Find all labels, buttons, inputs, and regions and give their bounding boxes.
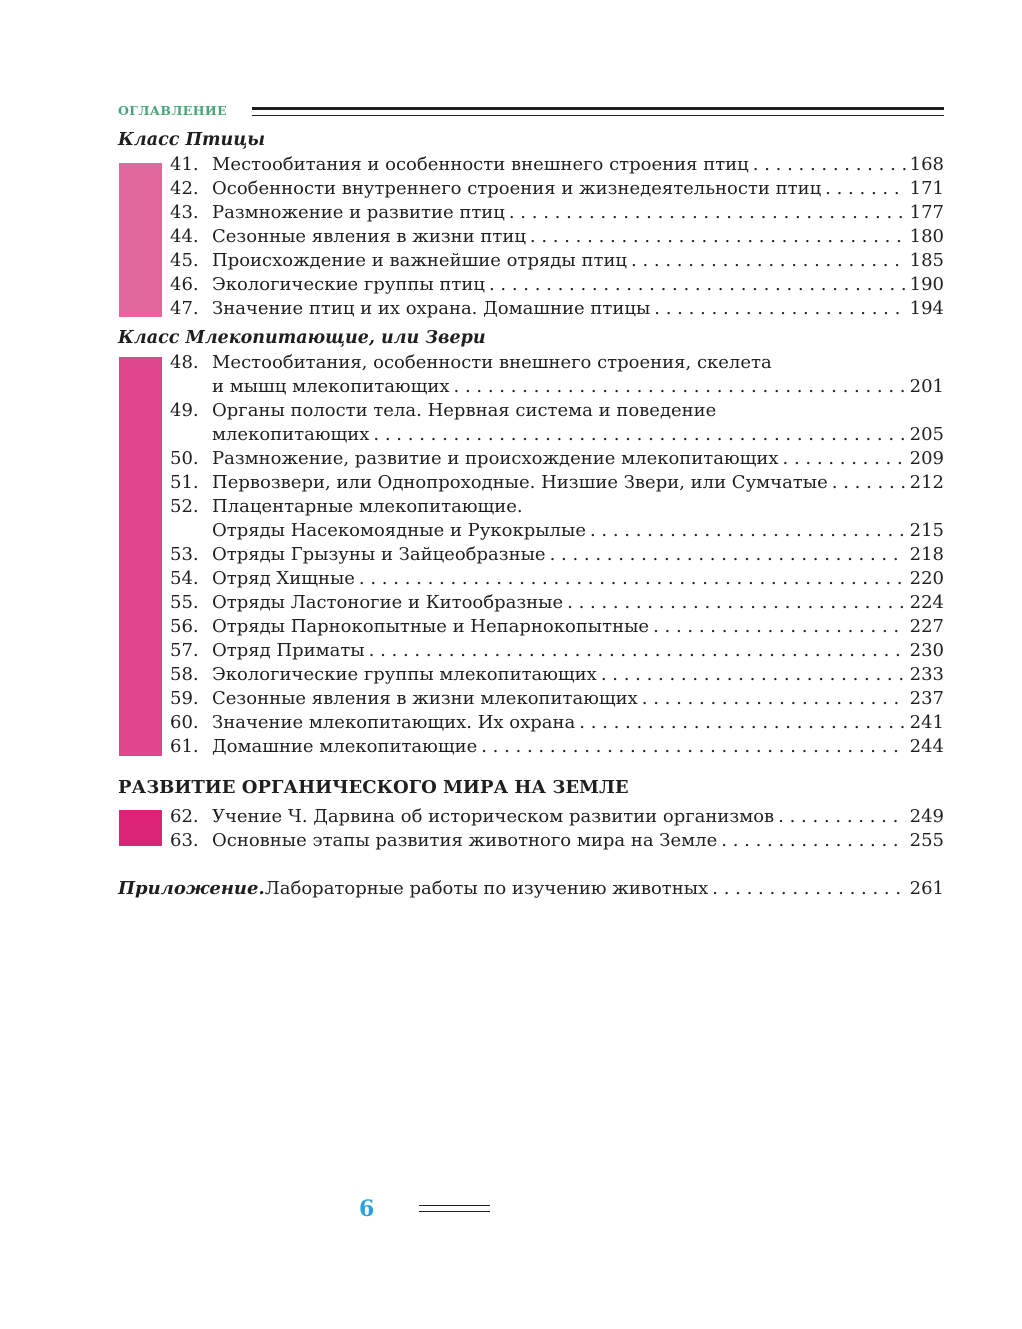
dot-leader: [642, 687, 906, 711]
dot-leader: [530, 225, 906, 249]
dot-leader: [489, 273, 906, 297]
entry-number: 46.: [170, 274, 199, 295]
entry-number: 43.: [170, 202, 199, 223]
entry-number: 45.: [170, 250, 199, 271]
dot-leader: [359, 567, 906, 591]
toc-header: [118, 103, 944, 119]
entry-title: млекопитающих: [212, 424, 370, 445]
entry-title: Экологические группы млекопитающих: [212, 664, 597, 685]
entry-title: Сезонные явления в жизни птиц: [212, 226, 526, 247]
entry-title: Местообитания, особенности внешнего строения, скелета: [212, 352, 772, 373]
dot-leader: [579, 711, 905, 735]
entry-number: 48.: [170, 352, 199, 373]
toc-entry[interactable]: [118, 471, 944, 495]
entry-page: 227: [909, 616, 944, 637]
entry-title: Домашние млекопитающие: [212, 736, 478, 757]
entry-page: 177: [909, 202, 944, 223]
entry-number: 44.: [170, 226, 199, 247]
entry-number: 54.: [170, 568, 199, 589]
entry-title: Отряды Ластоногие и Китообразные: [212, 592, 564, 613]
toc-entry[interactable]: [118, 447, 944, 471]
entry-number: 53.: [170, 544, 199, 565]
dot-leader: [653, 615, 906, 639]
toc-entry[interactable]: [118, 273, 944, 297]
entry-number: 50.: [170, 448, 199, 469]
entry-number: 47.: [170, 298, 199, 319]
dot-leader: [778, 805, 905, 829]
entry-page: 180: [909, 226, 944, 247]
entry-number: 60.: [170, 712, 199, 733]
appendix-page: 261: [909, 878, 944, 899]
toc-entry[interactable]: [118, 711, 944, 735]
entry-title: Основные этапы развития животного мира на Земле: [212, 830, 718, 851]
dot-leader: [590, 519, 906, 543]
toc-entry[interactable]: [118, 663, 944, 687]
toc-appendix[interactable]: [118, 877, 944, 901]
dot-leader: [369, 639, 906, 663]
entry-page: 201: [909, 376, 944, 397]
dot-leader: [481, 735, 905, 759]
entry-number: 49.: [170, 400, 199, 421]
header-rule: [252, 107, 944, 116]
dot-leader: [783, 447, 906, 471]
toc-entry[interactable]: [118, 543, 944, 567]
toc-entry[interactable]: [118, 735, 944, 759]
entry-page: 185: [909, 250, 944, 271]
toc-entry[interactable]: [118, 399, 944, 447]
entry-number: 56.: [170, 616, 199, 637]
toc-entry[interactable]: [118, 639, 944, 663]
toc-entry[interactable]: [118, 351, 944, 399]
entry-number: 61.: [170, 736, 199, 757]
dot-leader: [567, 591, 905, 615]
entry-title: Происхождение и важнейшие отряды птиц: [212, 250, 628, 271]
entry-title: Значение млекопитающих. Их охрана: [212, 712, 576, 733]
toc-entry[interactable]: [118, 495, 944, 543]
entry-title: Первозвери, или Однопроходные. Низшие Звери, или Сумчатые: [212, 472, 828, 493]
entry-page: 168: [909, 154, 944, 175]
dot-leader: [654, 297, 905, 321]
toc-entry[interactable]: [118, 201, 944, 225]
dot-leader: [601, 663, 906, 687]
toc-entry[interactable]: [118, 615, 944, 639]
entry-title: Значение птиц и их охрана. Домашние птицы: [212, 298, 651, 319]
entry-title: и мышц млекопитающих: [212, 376, 450, 397]
entry-page: 224: [909, 592, 944, 613]
entry-title: Отряд Приматы: [212, 640, 365, 661]
appendix-lead: Приложение.: [118, 878, 265, 899]
footer-rule: [419, 1205, 490, 1212]
toc-header-label: ОГЛАВЛЕНИЕ: [118, 103, 228, 118]
dot-leader: [509, 201, 906, 225]
entry-page: 218: [909, 544, 944, 565]
entry-number: 41.: [170, 154, 199, 175]
entry-number: 62.: [170, 806, 199, 827]
entry-page: 205: [909, 424, 944, 445]
entry-page: 220: [909, 568, 944, 589]
appendix-text: Лабораторные работы по изучению животных: [264, 878, 709, 899]
toc-entry[interactable]: [118, 153, 944, 177]
toc-entry[interactable]: [118, 297, 944, 321]
toc-entry[interactable]: [118, 249, 944, 273]
toc-entry[interactable]: [118, 225, 944, 249]
dot-leader: [373, 423, 905, 447]
entry-title: Отряды Насекомоядные и Рукокрылые: [212, 520, 586, 541]
dot-leader: [712, 877, 905, 901]
entry-number: 42.: [170, 178, 199, 199]
toc-entry[interactable]: [118, 567, 944, 591]
entry-title: Отряды Грызуны и Зайцеобразные: [212, 544, 546, 565]
entry-title: Отряд Хищные: [212, 568, 355, 589]
entry-title: Местообитания и особенности внешнего строения птиц: [212, 154, 749, 175]
entry-page: 249: [909, 806, 944, 827]
entry-page: 171: [909, 178, 944, 199]
entry-page: 209: [909, 448, 944, 469]
entry-page: 233: [909, 664, 944, 685]
entry-page: 212: [909, 472, 944, 493]
entry-title: Сезонные явления в жизни млекопитающих: [212, 688, 638, 709]
dot-leader: [832, 471, 906, 495]
page-number: 6: [359, 1196, 375, 1222]
dot-leader: [825, 177, 905, 201]
toc-entry[interactable]: [118, 591, 944, 615]
entry-title: Особенности внутреннего строения и жизнедеятельности птиц: [212, 178, 822, 199]
entry-title: Учение Ч. Дарвина об историческом развитии организмов: [212, 806, 775, 827]
entry-number: 59.: [170, 688, 199, 709]
entry-number: 55.: [170, 592, 199, 613]
entry-page: 237: [909, 688, 944, 709]
dot-leader: [753, 153, 906, 177]
entry-page: 194: [909, 298, 944, 319]
entry-number: 57.: [170, 640, 199, 661]
entry-page: 215: [909, 520, 944, 541]
toc-entry[interactable]: [118, 829, 944, 853]
entry-page: 244: [909, 736, 944, 757]
entry-page: 241: [909, 712, 944, 733]
entry-title: Плацентарные млекопитающие.: [212, 496, 523, 517]
entry-page: 190: [909, 274, 944, 295]
section-title-birds: Класс Птицы: [118, 130, 266, 150]
entry-title: Органы полости тела. Нервная система и поведение: [212, 400, 717, 421]
dot-leader: [454, 375, 906, 399]
toc-entry[interactable]: [118, 687, 944, 711]
section-title-mammals: Класс Млекопитающие, или Звери: [118, 328, 486, 348]
entry-page: 230: [909, 640, 944, 661]
entry-title: Экологические группы птиц: [212, 274, 485, 295]
entry-number: 52.: [170, 496, 199, 517]
entry-number: 58.: [170, 664, 199, 685]
dot-leader: [721, 829, 905, 853]
entry-title: Размножение, развитие и происхождение млекопитающих: [212, 448, 779, 469]
dot-leader: [550, 543, 906, 567]
entry-title: Отряды Парнокопытные и Непарнокопытные: [212, 616, 650, 637]
part-title-evolution: РАЗВИТИЕ ОРГАНИЧЕСКОГО МИРА НА ЗЕМЛЕ: [118, 777, 629, 798]
toc-entry[interactable]: [118, 805, 944, 829]
entry-number: 51.: [170, 472, 199, 493]
dot-leader: [631, 249, 906, 273]
entry-number: 63.: [170, 830, 199, 851]
entry-page: 255: [909, 830, 944, 851]
toc-entry[interactable]: [118, 177, 944, 201]
entry-title: Размножение и развитие птиц: [212, 202, 505, 223]
